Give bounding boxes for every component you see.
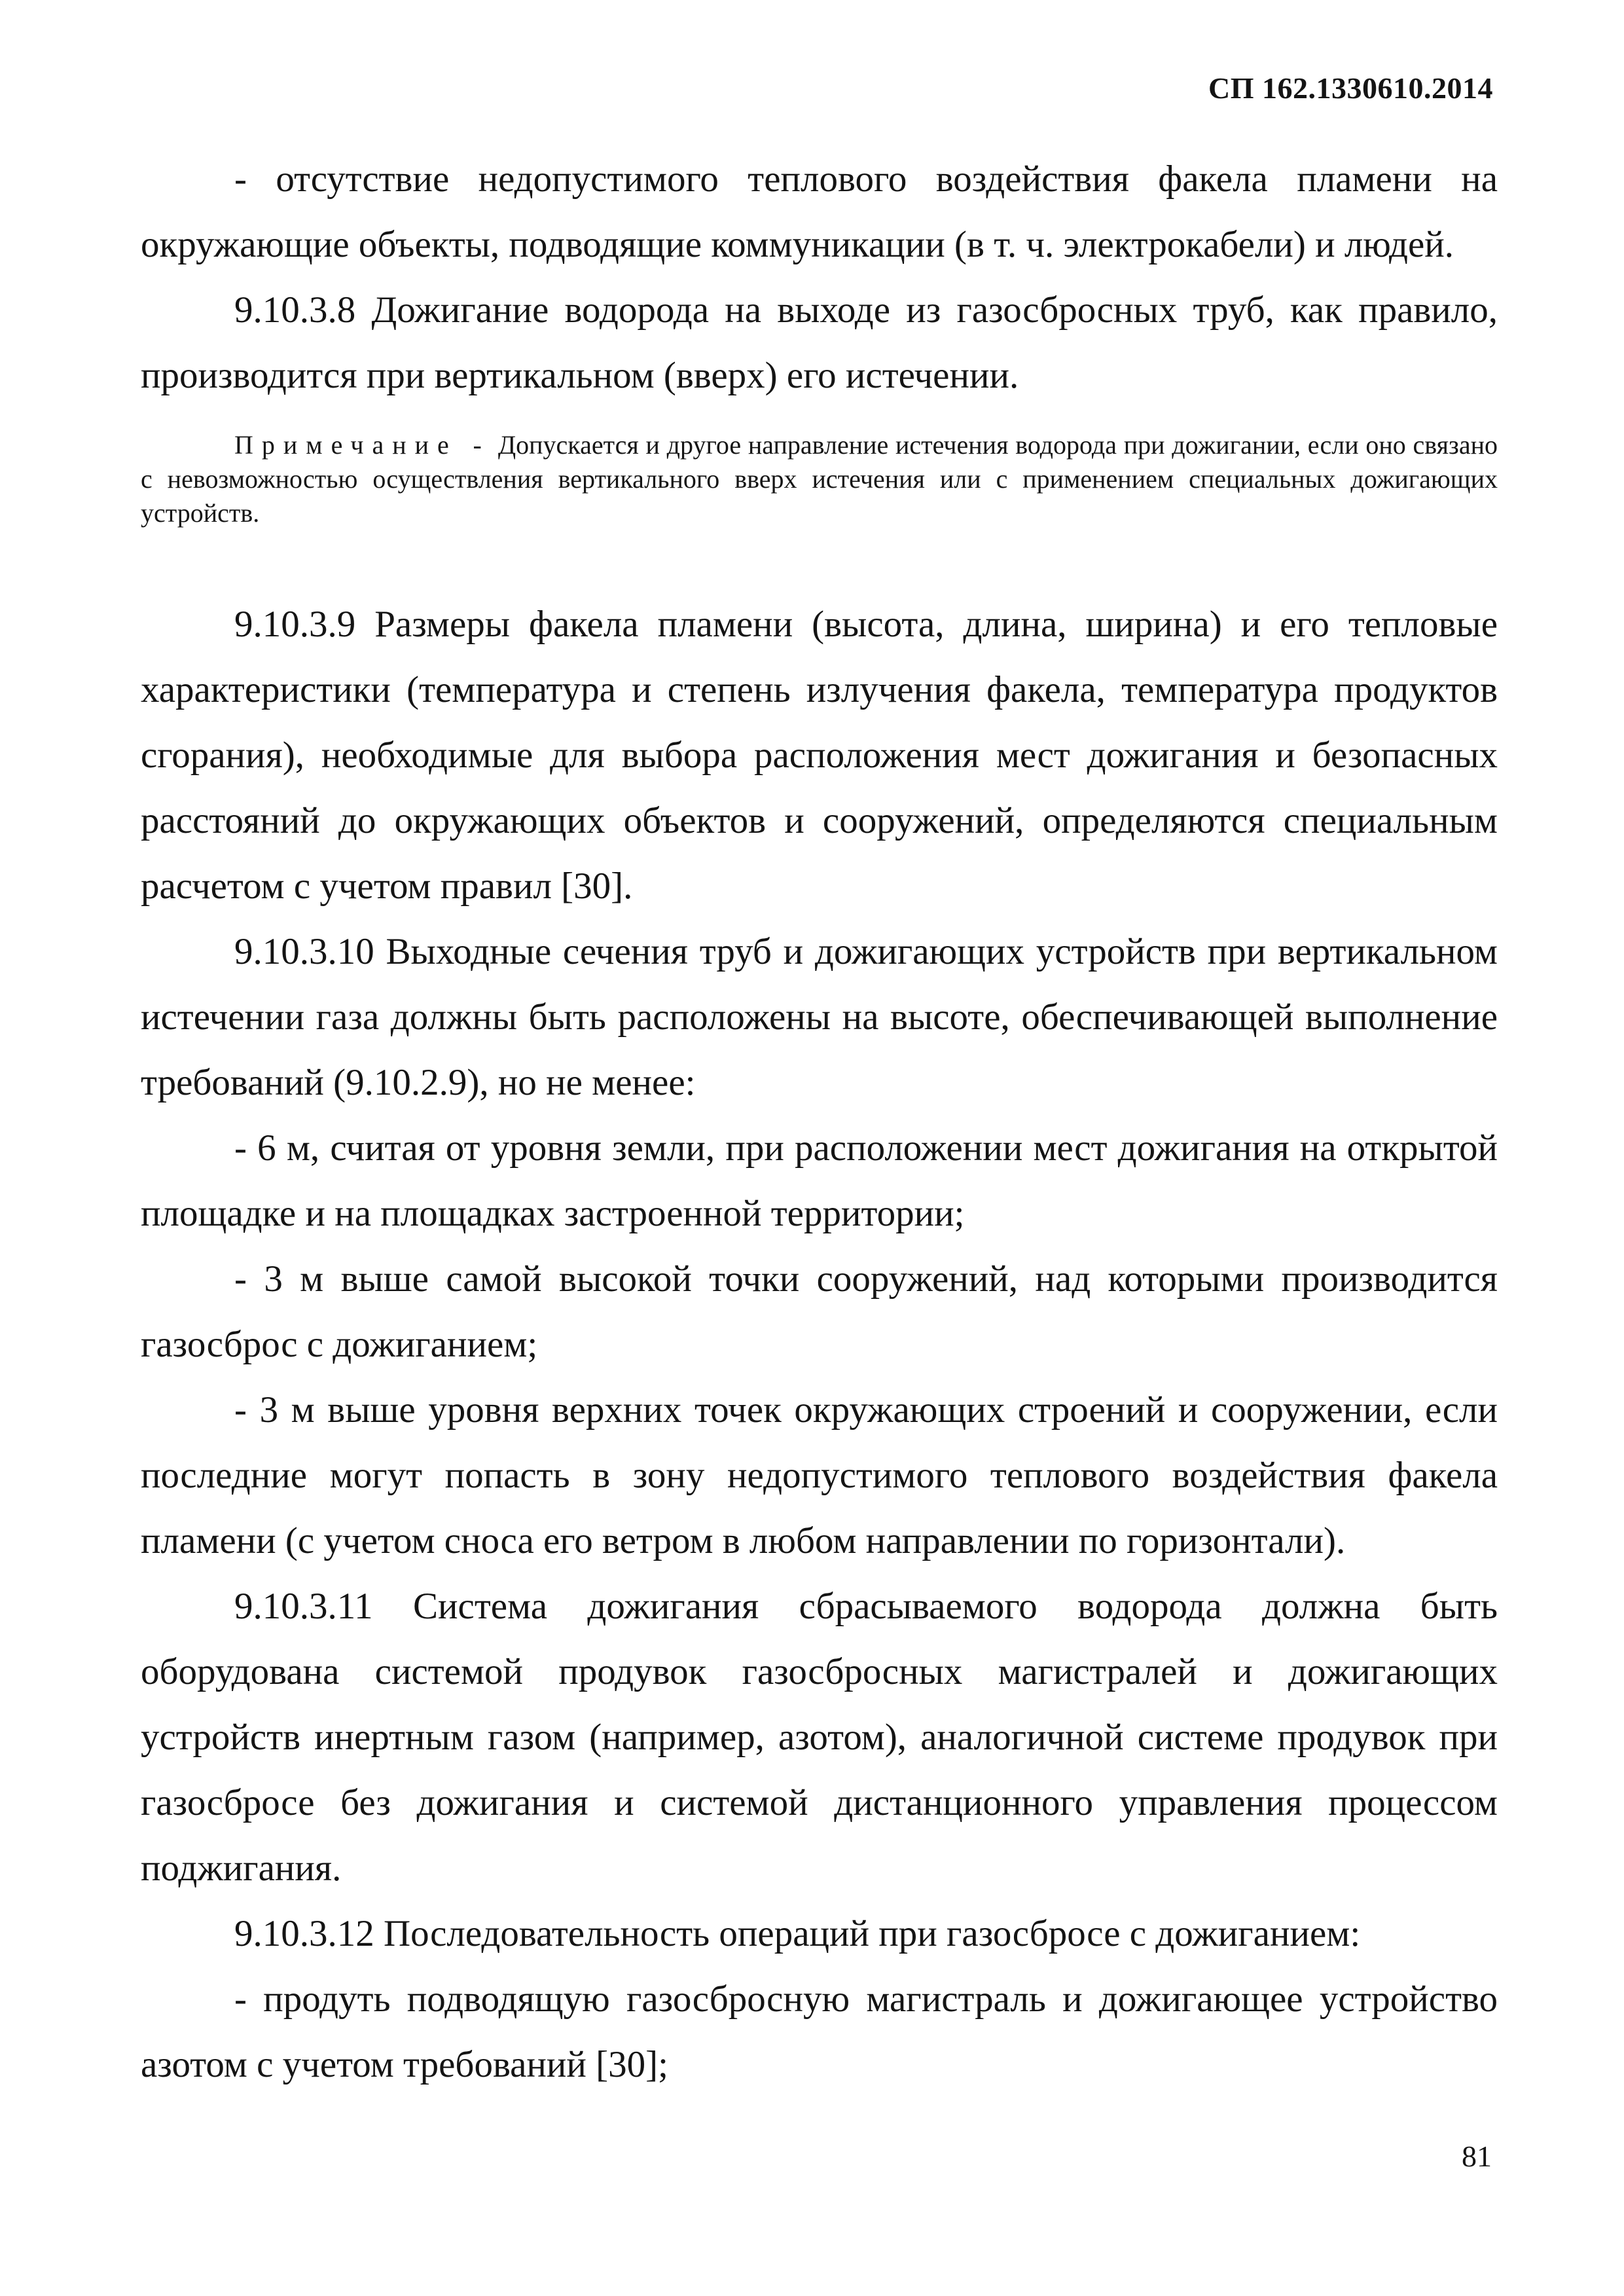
paragraph-9-10-3-10: 9.10.3.10 Выходные сечения труб и дожигающих устройств при вертикальном истечении газа должны быть расположены на высоте, обеспечивающей выполнение требований (9.10.2.9), но не менее: — [141, 931, 1498, 1103]
paragraph-9-10-3-8: 9.10.3.8 Дожигание водорода на выходе из газосбросных труб, как правило, производится при вертикальном (вверх) его истечении. — [141, 289, 1498, 396]
paragraph-bullet-6m: - 6 м, считая от уровня земли, при расположении мест дожигания на открытой площадке и на площадках застроенной территории; — [141, 1127, 1498, 1234]
paragraph-9-10-3-12: 9.10.3.12 Последовательность операций при газосбросе с дожиганием: — [234, 1913, 1361, 1954]
page-number: 81 — [1462, 2140, 1492, 2173]
paragraph-bullet-purge: - продуть подводящую газосбросную магистраль и дожигающее устройство азотом с учетом требований [30]; — [141, 1978, 1498, 2085]
paragraph-bullet-3m-surrounding: - 3 м выше уровня верхних точек окружающих строений и сооружении, если последние могут попасть в зону недопустимого теплового воздействия факела пламени (с учетом сноса его ветром в любом направлении по горизонтали). — [141, 1389, 1498, 1561]
note-text: Допускается и другое направление истечения водорода при дожигании, если оно связано с невозможностью осуществления вертикального вверх истечения или с применением специальных дожигающих устройств. — [141, 430, 1498, 528]
paragraph-bullet-3m-highest-point: - 3 м выше самой высокой точки сооружений, над которыми производится газосброс с дожиганием; — [141, 1258, 1498, 1365]
document-code: СП 162.1330610.2014 — [1208, 71, 1493, 105]
page-body — [141, 147, 1498, 2098]
paragraph-bullet-flame-impact: - отсутствие недопустимого теплового воздействия факела пламени на окружающие объекты, подводящие коммуникации (в т. ч. электрокабели) и людей. — [141, 158, 1498, 265]
paragraph-9-10-3-9: 9.10.3.9 Размеры факела пламени (высота, длина, ширина) и его тепловые характеристики (температура и степень излучения факела, температура продуктов сгорания), необходимые для выбора расположения мест дожигания и безопасных расстояний до окружающих объектов и сооружений, определяются специальным расчетом с учетом правил [30]. — [141, 604, 1498, 907]
paragraph-9-10-3-11: 9.10.3.11 Система дожигания сбрасываемого водорода должна быть оборудована системой продувок газосбросных магистралей и дожигающих устройств инертным газом (например, азотом), аналогичной системе продувок при газосбросе без дожигания и системой дистанционного управления процессом поджигания. — [141, 1586, 1498, 1889]
note-label: Примечание - — [234, 430, 490, 460]
note-block — [141, 428, 1498, 530]
